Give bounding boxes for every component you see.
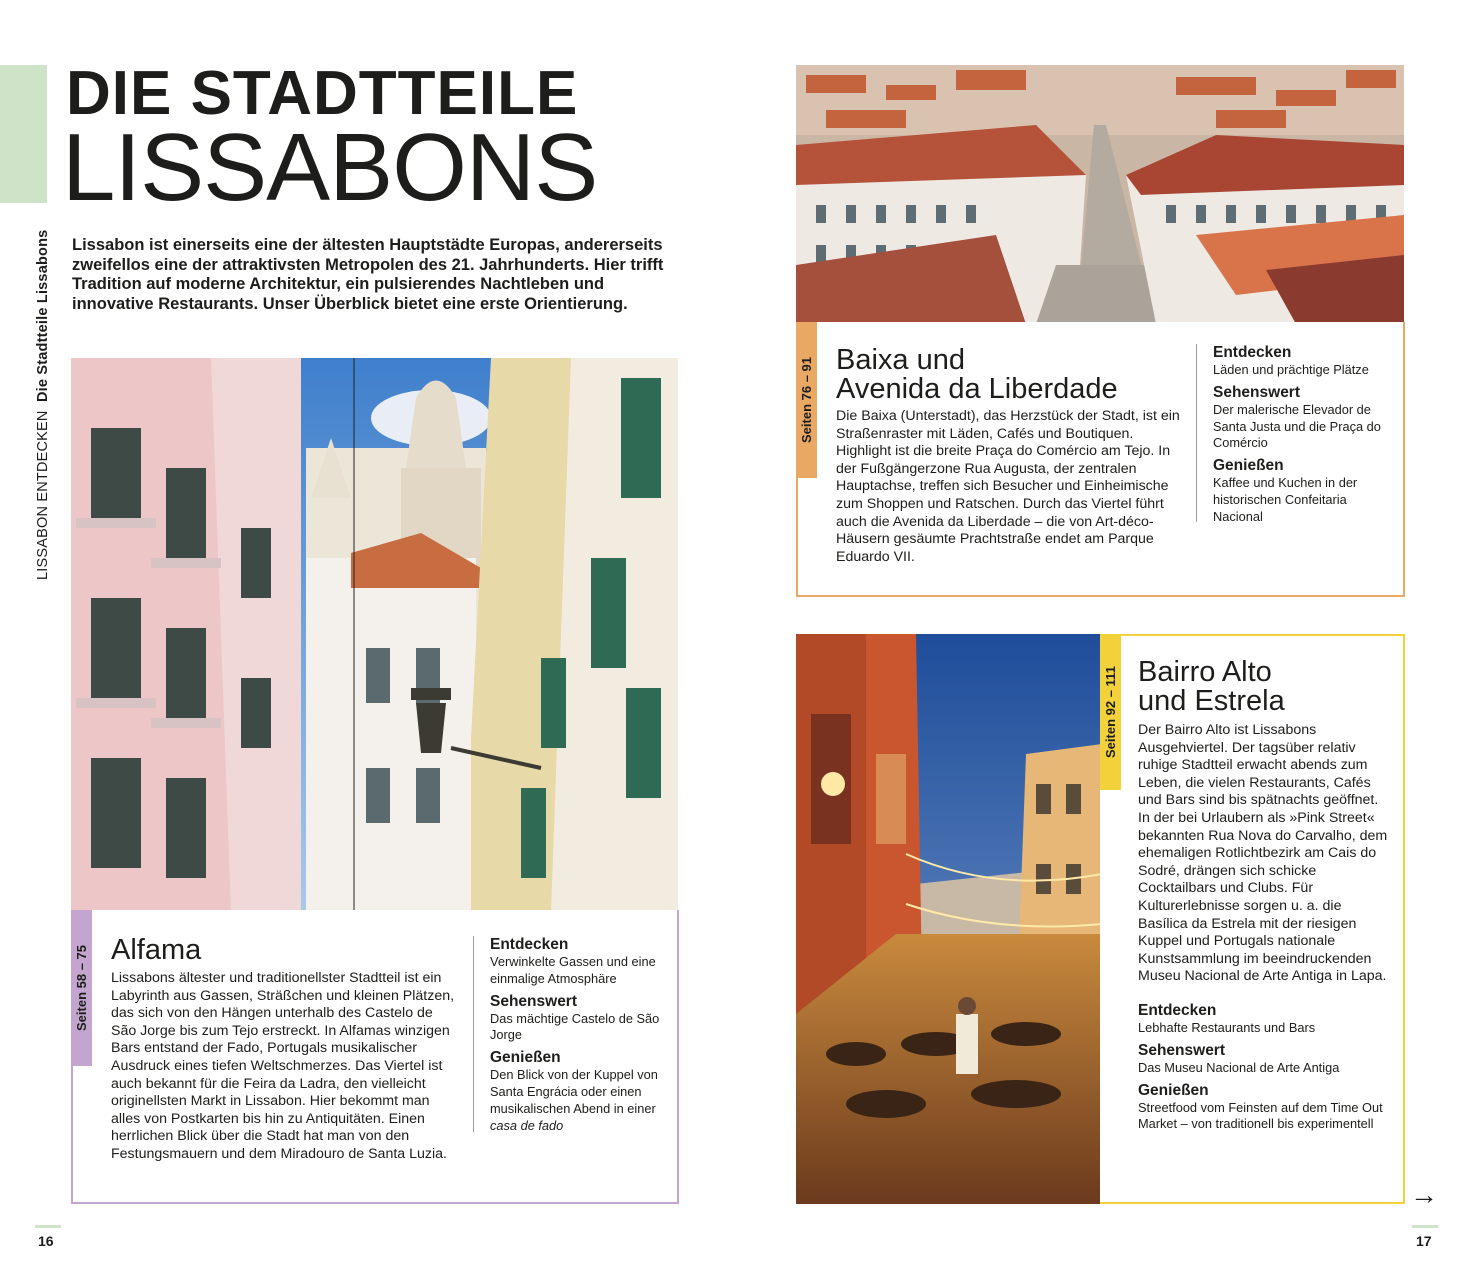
bairro-alto-photo	[796, 634, 1102, 1204]
alfama-highlights	[473, 936, 660, 1132]
bairro-alto-geniessen-text: Streetfood vom Feinsten auf dem Time Out Market – von traditionell bis experimentell	[1138, 1099, 1383, 1132]
alfama-title: Alfama	[111, 934, 202, 966]
alfama-pages-tab: Seiten 58 – 75	[71, 910, 92, 1066]
baixa-entdecken-text: Läden und prächtige Plätze	[1213, 362, 1369, 377]
bairro-alto-highlights	[1138, 1002, 1388, 1138]
running-header-title: Die Stadtteile Lissabons	[35, 229, 51, 402]
bairro-alto-text: Der Bairro Alto ist Lissabons Ausgehviertel. Der tagsüber relativ ruhige Stadtteil erwacht abends zum Leben, die vielen Restaurants, Cafés und Bars sind bis spätnachts geöffnet. In der bei Urlaubern als »Pink Street« bekannten Rua Nova do Carvalho, dem ehemaligen Rotlichtbezirk am Cais do Sodré, drängen sich schicke Cocktailbars und Clubs. Für Kulturerlebnisse sorgen u. a. die Basílica da Estrela mit der riesigen Kuppel und Portugals nationale Kunstsammlung im beeindruckenden Museu Nacional de Arte Antiga in Lapa.	[1138, 722, 1388, 985]
bairro-alto-title-line1: Bairro Alto	[1138, 656, 1272, 688]
alfama-sehenswert-heading: Sehenswert	[490, 992, 578, 1010]
alfama-geniessen-heading: Genießen	[490, 1049, 561, 1067]
bairro-alto-geniessen-heading: Genießen	[1138, 1081, 1209, 1099]
alfama-geniessen-block	[490, 1067, 660, 1134]
baixa-sehenswert-heading: Sehenswert	[1213, 383, 1301, 401]
page-number-rule-right	[1412, 1225, 1438, 1228]
page-title-line1: DIE STADTTEILE	[66, 59, 579, 128]
bairro-alto-title-line2: und Estrela	[1138, 685, 1285, 717]
bairro-alto-entdecken-text: Lebhafte Restaurants und Bars	[1138, 1020, 1316, 1035]
next-page-arrow-icon[interactable]: →	[1410, 1179, 1438, 1210]
section-color-tab	[0, 65, 47, 203]
bairro-alto-box	[1100, 634, 1405, 1204]
baixa-pages-tab: Seiten 76 – 91	[796, 322, 817, 478]
alfama-sehenswert-text: Das mächtige Castelo de São Jorge	[490, 1010, 660, 1043]
page-number-right: 17	[1416, 1233, 1432, 1249]
page-number-rule-left	[35, 1225, 61, 1228]
baixa-sehenswert-text: Der malerische Elevador de Santa Justa und die Praça do Comércio	[1213, 401, 1381, 451]
running-header-chapter: LISSABON ENTDECKEN	[35, 410, 51, 580]
baixa-geniessen-heading: Genießen	[1213, 457, 1284, 475]
bairro-alto-sehenswert-text: Das Museu Nacional de Arte Antiga	[1138, 1059, 1340, 1075]
alfama-entdecken-text: Verwinkelte Gassen und eine einmalige Atmosphäre	[490, 954, 656, 986]
alfama-geniessen-emphasis: casa de fado	[490, 1117, 564, 1133]
running-header	[32, 210, 54, 580]
alfama-geniessen-text: Den Blick von der Kuppel von Santa Engrácia oder einen musikalischen Abend in einer	[490, 1067, 658, 1116]
alfama-entdecken-heading: Entdecken	[490, 936, 569, 953]
baixa-title-line1: Baixa und	[836, 344, 965, 376]
baixa-geniessen-text: Kaffee und Kuchen in der historischen Confeitaria Nacional	[1213, 475, 1358, 524]
intro-paragraph: Lissabon ist einerseits eine der ältesten Hauptstädte Europas, andererseits zweifellos eine der attraktivsten Metropolen des 21. Jahrhunderts. Hier trifft Tradition auf moderne Architektur, ein pulsierendes Nachtleben und innovative Restaurants. Unser Überblick bietet eine erste Orientierung.	[72, 236, 664, 313]
alfama-box	[71, 910, 679, 1204]
baixa-text: Die Baixa (Unterstadt), das Herzstück der Stadt, ist ein Straßenraster mit Läden, Cafés und Boutiquen. Highlight ist die breite Praça do Comércio am Tejo. In der Fußgängerzone Rua Augusta, der zentralen Hauptachse, treffen sich Besucher und Einheimische zum Shoppen und Ratschen. Durch das Viertel führt auch die Avenida da Liberdade – die von Art-déco-Häusern gesäumte Prachtstraße endet am Parque Eduardo VII.	[836, 408, 1180, 565]
baixa-highlights	[1196, 344, 1389, 522]
alfama-text: Lissabons ältester und traditionellster Stadtteil ist ein Labyrinth aus Gassen, Sträßchen und kleinen Plätzen, das sich von den Hängen unterhalb des Castelo de São Jorge bis zum Tejo erstreckt. In Alfamas winzigen Bars entstand der Fado, Portugals musikalischer Ausdruck eines tiefen Weltschmerzes. Das Viertel ist auch bekannt für die Feira da Ladra, den vielleicht originellsten Markt in Lissabon. Hier bekommt man alles von Postkarten bis hin zu Antiquitäten. Einen herrlichen Blick über die Stadt hat man von den Festungsmauern und dem Miradouro de Santa Luzia.	[111, 970, 455, 1162]
bairro-alto-sehenswert-heading: Sehenswert	[1138, 1041, 1226, 1059]
baixa-entdecken-heading: Entdecken	[1213, 344, 1292, 361]
bairro-alto-pages-tab: Seiten 92 – 111	[1100, 634, 1121, 790]
page-number-left: 16	[38, 1233, 54, 1249]
page-title-line2: LISSABONS	[62, 114, 598, 221]
baixa-photo	[796, 65, 1404, 324]
baixa-title-line2: Avenida da Liberdade	[836, 373, 1118, 405]
alfama-photo	[71, 358, 678, 912]
baixa-box	[796, 322, 1405, 597]
bairro-alto-entdecken-heading: Entdecken	[1138, 1002, 1217, 1019]
